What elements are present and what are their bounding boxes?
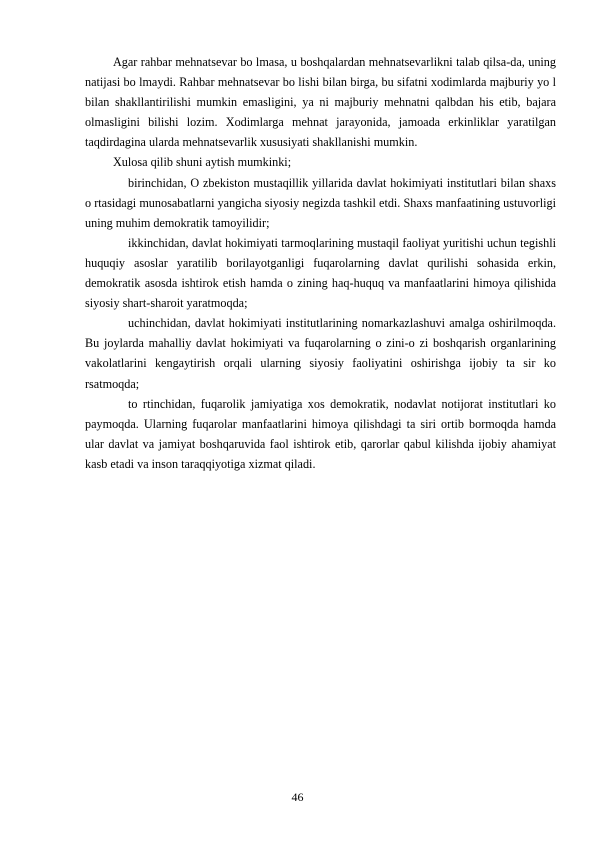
paragraph-xulosa-lead: Xulosa qilib shuni aytish mumkinki;: [113, 155, 292, 170]
page-number: 46: [291, 790, 304, 804]
conclusion-item-2: ikkinchidan, davlat hokimiyati tarmoqlarining mustaqil faoliyat yuritishi uchun tegishli huquqiy asoslar yaratilib borilayotganligi fuqarolarning davlat qurilishi sohasida erkin, demokratik asosda ishtirok etish hamda o zining haq-huquq va manfaatlarini himoya qilishida siyosiy shart-sharoit yaratmoqda;: [85, 235, 556, 311]
conclusion-item-1: birinchidan, O zbekiston mustaqillik yillarida davlat hokimiyati institutlari bilan shaxs o rtasidagi munosabatlarni yangicha siyosiy negizda tashkil etdi. Shaxs manfaatining ustuvorligi uning muhim demokratik tamoyilidir;: [85, 175, 556, 230]
paragraph-mehnatsevarlik: Agar rahbar mehnatsevar bo lmasa, u boshqalardan mehnatsevarlikni talab qilsa-da, uning natijasi bo lmaydi. Rahbar mehnatsevar bo lishi bilan birga, bu sifatni xodimlarda majburiy yo l bilan shakllantirilishi mumkin emasligini, ya ni majburiy mehnatni qalbdan his etib, bajara olmasligini bilishi lozim. Xodimlarga mehnat jarayonida, jamoada erkinliklar yaratilgan taqdirdagina ularda mehnatsevarlik xususiyati shakllanishi mumkin.: [85, 55, 556, 150]
body-text: [85, 52, 556, 474]
conclusion-item-4: to rtinchidan, fuqarolik jamiyatiga xos demokratik, nodavlat notijorat institutlari ko paymoqda. Ularning fuqarolar manfaatlarini himoya qilishdagi ta siri ortib bormoqda hamda ular davlat va jamiyat boshqaruvida faol ishtirok etib, qarorlar qabul kilishda ijobiy ahamiyat kasb etadi va inson taraqqiyotiga xizmat qiladi.: [85, 396, 556, 471]
conclusion-item-3: uchinchidan, davlat hokimiyati institutlarining nomarkazlashuvi amalga oshirilmoqda. Bu joylarda mahalliy davlat hokimiyati va fuqarolarning o zini-o zi boshqarish organlarining vakolatlarini kengaytirish orqali ularning siyosiy faoliyatini oshirishga ijobiy ta sir ko rsatmoqda;: [85, 316, 556, 391]
